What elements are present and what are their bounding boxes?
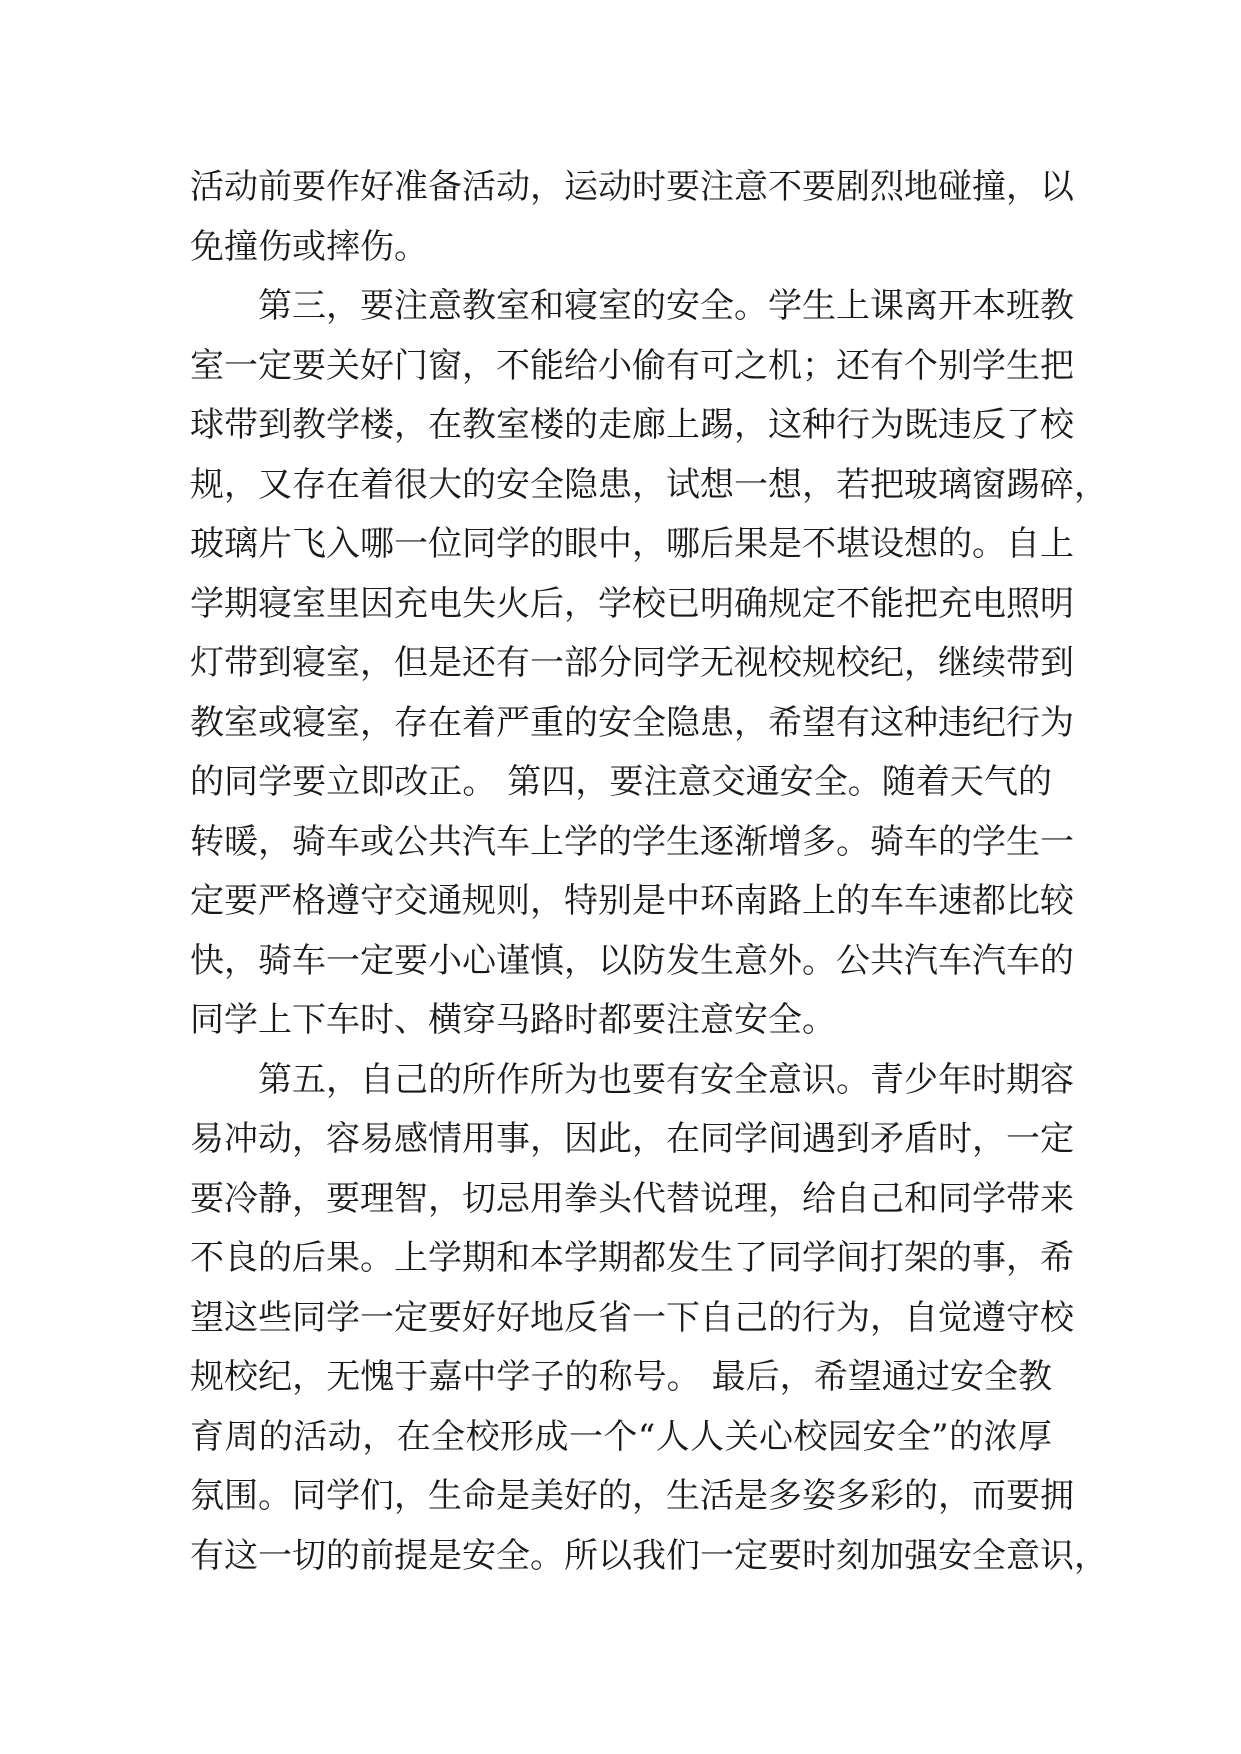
text-line: 要冷静，要理智，切忌用拳头代替说理，给自己和同学带来 xyxy=(190,1178,1074,1219)
text-line: 室一定要关好门窗，不能给小偷有可之机；还有个别学生把 xyxy=(190,345,1074,386)
text-line: 同学上下车时、横穿马路时都要注意安全。 xyxy=(190,1000,836,1040)
text-line: 转暖，骑车或公共汽车上学的学生逐渐增多。骑车的学生一 xyxy=(190,821,1074,862)
text-line: 规校纪，无愧于嘉中学子的称号。 最后，希望通过安全教 xyxy=(190,1357,1052,1397)
text-line: 定要严格遵守交通规则，特别是中环南路上的车车速都比较 xyxy=(190,881,1074,921)
text-line: 球带到教学楼，在教室楼的走廊上踢，这种行为既违反了校 xyxy=(190,405,1074,445)
text-line: 易冲动，容易感情用事，因此，在同学间遇到矛盾时，一定 xyxy=(190,1119,1074,1159)
text-line: 灯带到寝室，但是还有一部分同学无视校规校纪，继续带到 xyxy=(190,643,1074,683)
text-line: 免撞伤或摔伤。 xyxy=(190,226,428,267)
text-line: 规，又存在着很大的安全隐患，试想一想，若把玻璃窗踢碎， xyxy=(190,464,1108,505)
text-line: 望这些同学一定要好好地反省一下自己的行为，自觉遵守校 xyxy=(190,1297,1074,1338)
text-line: 快，骑车一定要小心谨慎，以防发生意外。公共汽车汽车的 xyxy=(190,940,1074,981)
document-page xyxy=(190,158,1108,1586)
text-line: 育周的活动，在全校形成一个“人人关心校园安全”的浓厚 xyxy=(190,1416,1052,1457)
text-line: 第五，自己的所作所为也要有安全意识。青少年时期容 xyxy=(258,1059,1074,1100)
text-line: 学期寝室里因充电失火后，学校已明确规定不能把充电照明 xyxy=(190,583,1074,624)
text-line: 氛围。同学们，生命是美好的，生活是多姿多彩的，而要拥 xyxy=(190,1476,1074,1516)
text-line: 不良的后果。上学期和本学期都发生了同学间打架的事，希 xyxy=(190,1238,1074,1278)
text-line: 的同学要立即改正。 第四，要注意交通安全。随着天气的 xyxy=(190,762,1052,802)
text-line: 第三，要注意教室和寝室的安全。学生上课离开本班教 xyxy=(258,286,1074,326)
text-line: 活动前要作好准备活动，运动时要注意不要剧烈地碰撞，以 xyxy=(190,167,1074,207)
text-line: 玻璃片飞入哪一位同学的眼中，哪后果是不堪设想的。自上 xyxy=(190,524,1074,564)
text-line: 教室或寝室，存在着严重的安全隐患，希望有这种违纪行为 xyxy=(190,702,1074,743)
text-line: 有这一切的前提是安全。所以我们一定要时刻加强安全意识， xyxy=(190,1535,1108,1576)
